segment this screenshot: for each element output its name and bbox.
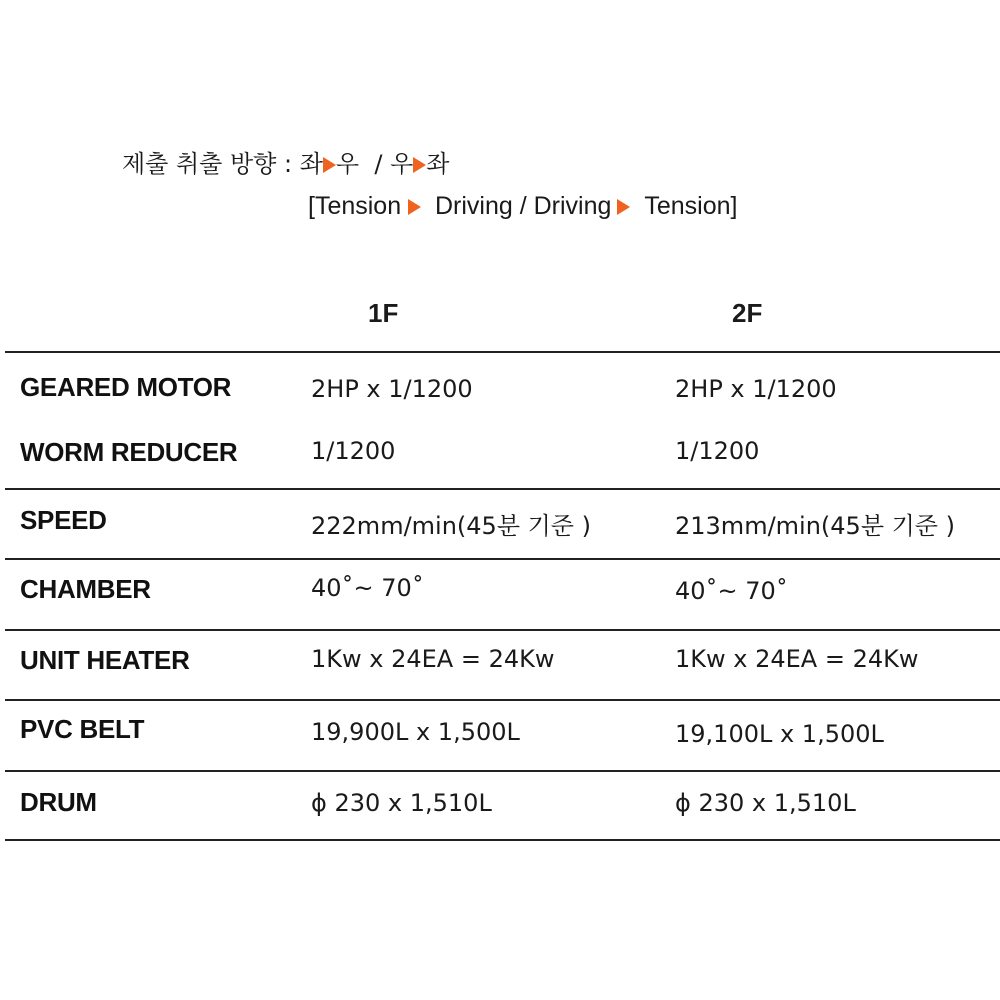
direction-line-korean	[122, 148, 449, 180]
row-value-2f: 1Kw x 24EA = 24Kw	[675, 645, 919, 673]
row-value-2f: 213mm/min(45분 기준 )	[675, 512, 955, 540]
table-divider	[5, 629, 1000, 631]
direction-to-2: 좌	[426, 150, 450, 178]
direction-separator: /	[374, 150, 383, 178]
row-value-2f: 40˚~ 70˚	[675, 577, 788, 605]
column-header-2f: 2F	[732, 298, 763, 328]
direction-label: 제출 취출 방향 :	[122, 150, 293, 178]
table-divider	[5, 351, 1000, 353]
row-value-1f: 1/1200	[311, 437, 396, 465]
direction-english-start: [Tension	[308, 192, 402, 220]
table-divider	[5, 839, 1000, 841]
row-label: UNIT HEATER	[20, 645, 190, 675]
row-value-1f: 2HP x 1/1200	[311, 375, 473, 403]
row-value-2f: 1/1200	[675, 437, 760, 465]
row-label: SPEED	[20, 505, 107, 535]
direction-to-1: 우	[335, 150, 360, 178]
row-value-2f: ϕ 230 x 1,510L	[675, 789, 856, 817]
table-divider	[5, 699, 1000, 701]
row-value-1f: 222mm/min(45분 기준 )	[311, 512, 591, 540]
row-value-1f: 1Kw x 24EA = 24Kw	[311, 645, 555, 673]
arrow-right-icon	[323, 157, 336, 173]
row-label: CHAMBER	[20, 574, 151, 604]
direction-english-end: Tension]	[644, 192, 738, 220]
direction-english-middle: Driving / Driving	[434, 192, 612, 220]
row-label: GEARED MOTOR	[20, 372, 232, 402]
direction-line-english	[308, 190, 737, 222]
row-value-2f: 2HP x 1/1200	[675, 375, 837, 403]
row-label: PVC BELT	[20, 714, 145, 744]
direction-from-1: 좌	[299, 150, 323, 178]
arrow-right-icon	[413, 157, 426, 173]
row-value-2f: 19,100L x 1,500L	[675, 720, 884, 748]
row-label: WORM REDUCER	[20, 437, 238, 467]
table-divider	[5, 558, 1000, 560]
row-value-1f: 19,900L x 1,500L	[311, 718, 520, 746]
arrow-right-icon	[617, 199, 630, 215]
table-divider	[5, 770, 1000, 772]
direction-from-2: 우	[390, 150, 414, 178]
column-header-1f: 1F	[368, 298, 399, 328]
table-divider	[5, 488, 1000, 490]
row-value-1f: 40˚~ 70˚	[311, 574, 424, 602]
arrow-right-icon	[408, 199, 421, 215]
row-value-1f: ϕ 230 x 1,510L	[311, 789, 492, 817]
row-label: DRUM	[20, 787, 97, 817]
